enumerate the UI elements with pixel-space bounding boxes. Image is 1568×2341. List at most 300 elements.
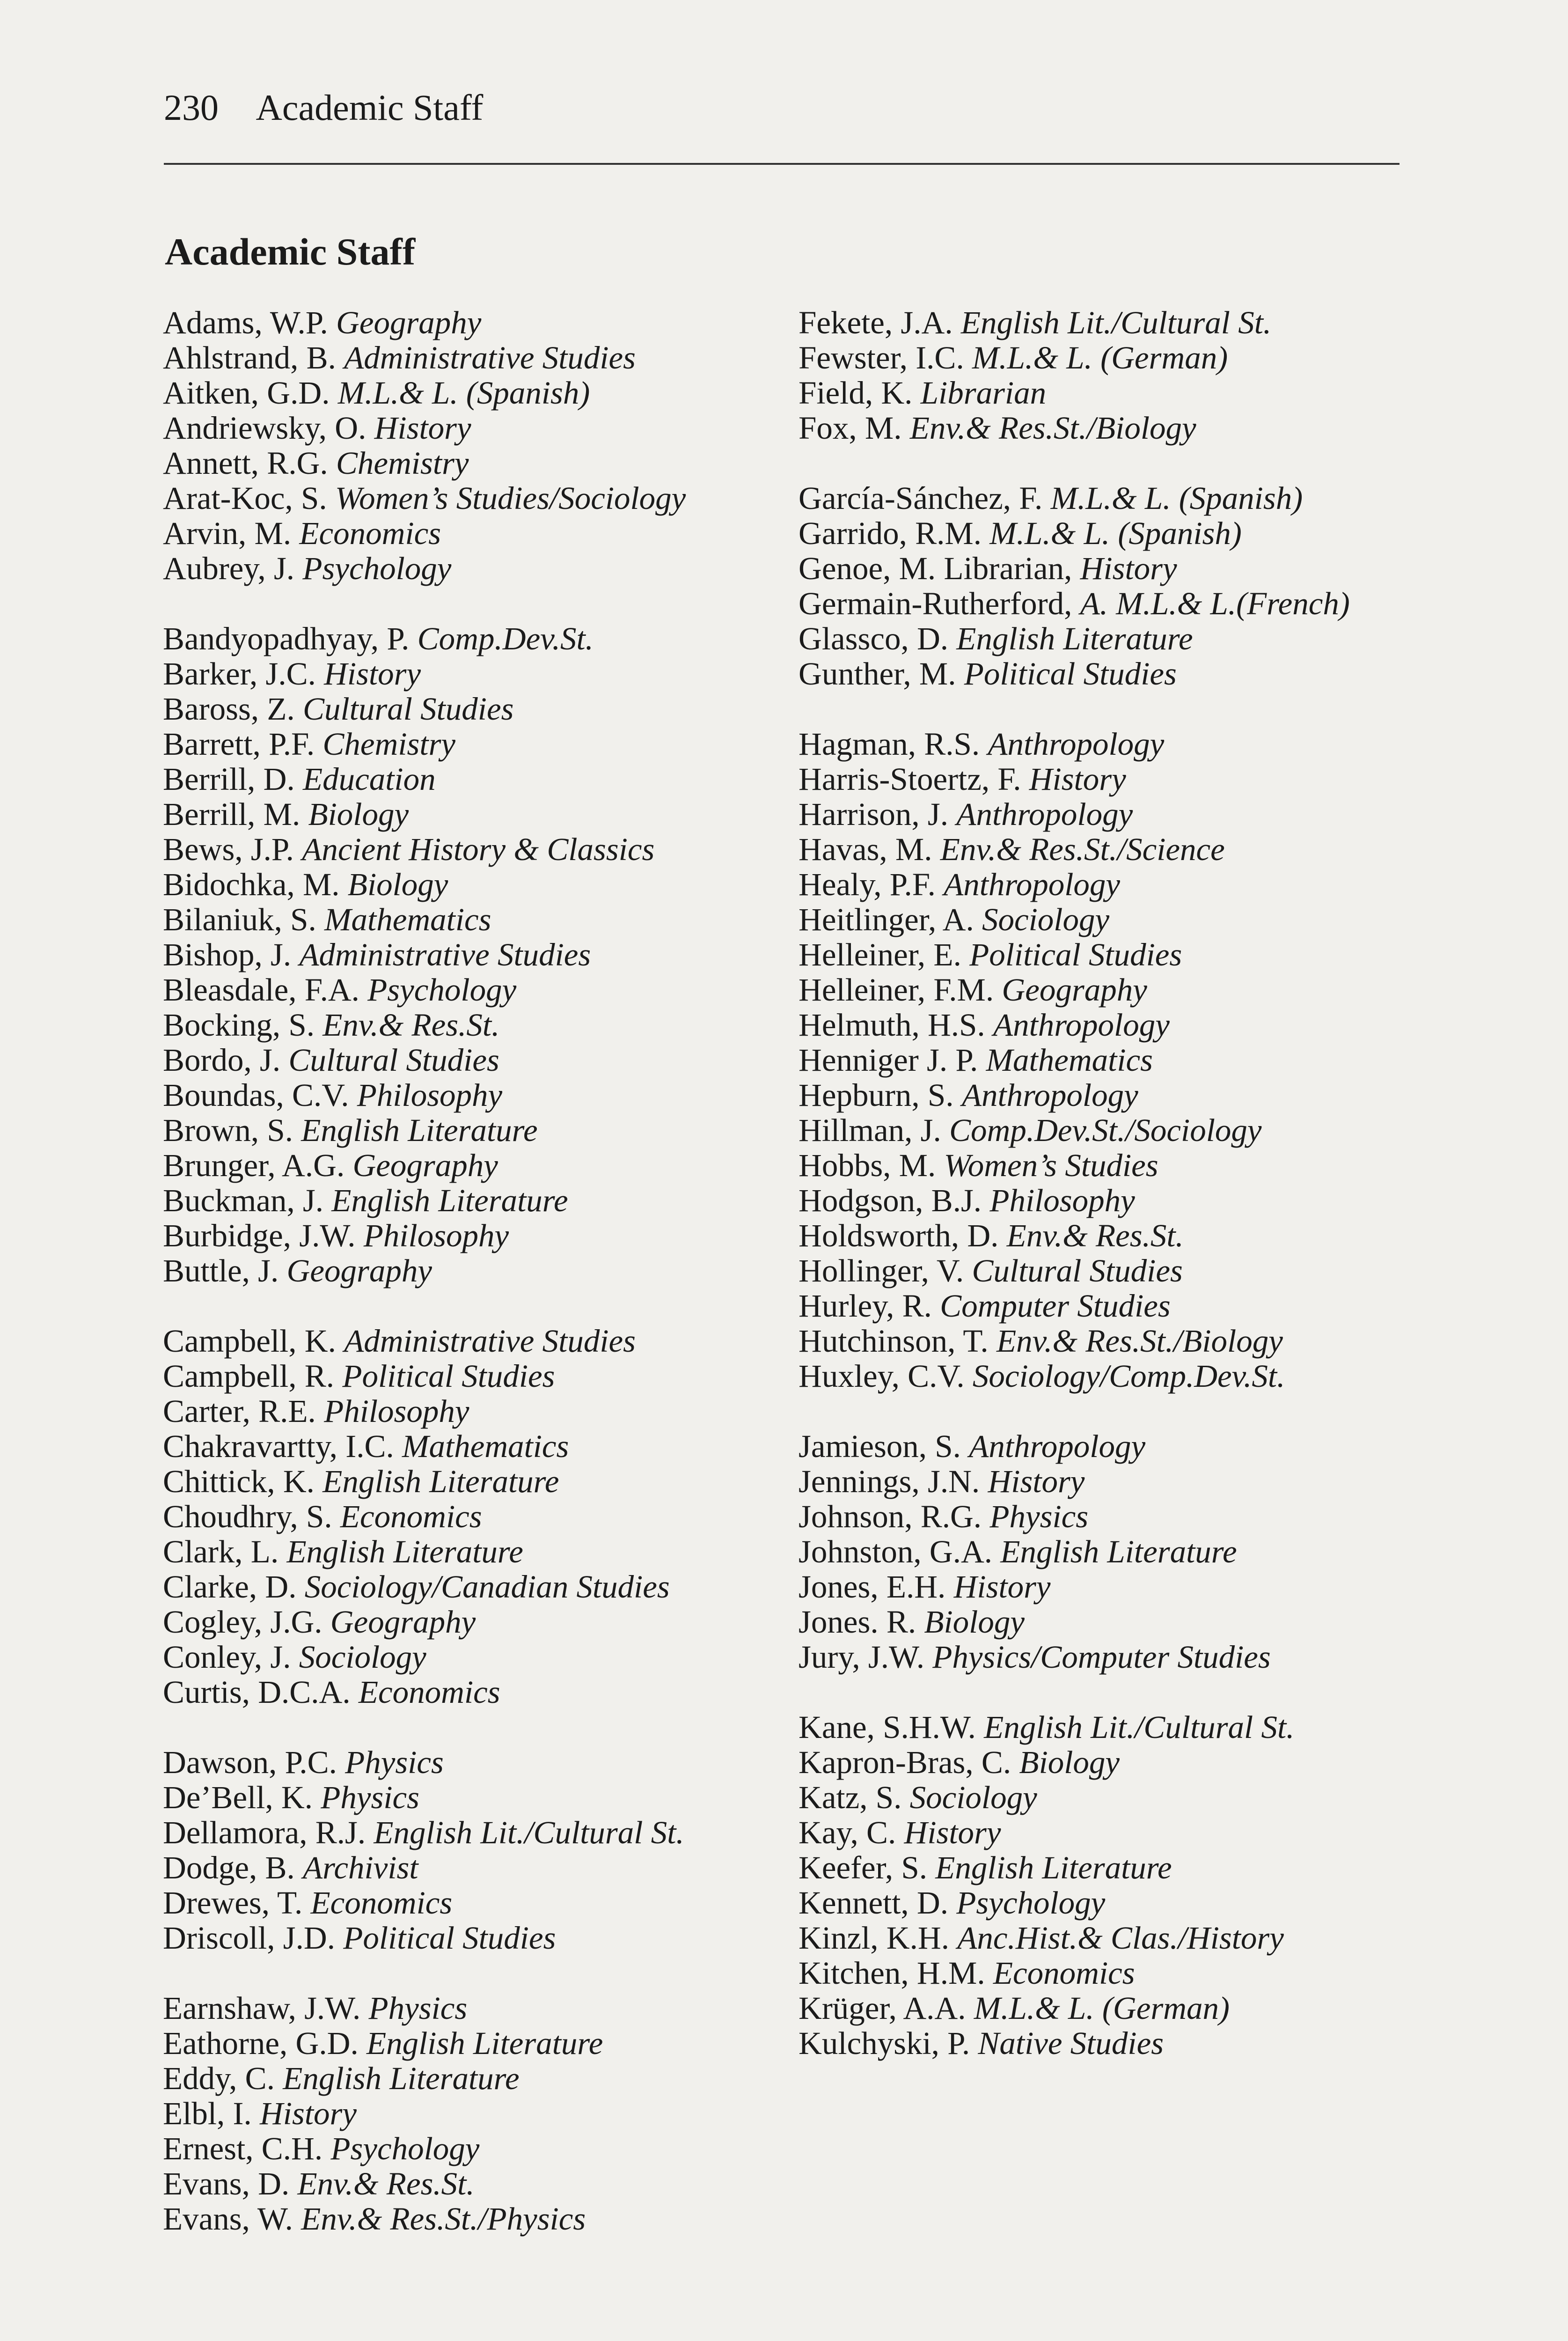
staff-entry bbox=[163, 1253, 785, 1288]
staff-name: Campbell, K. bbox=[163, 1323, 336, 1359]
staff-department: Sociology bbox=[982, 902, 1110, 937]
staff-name: Arvin, M. bbox=[163, 515, 292, 551]
staff-name: Kinzl, K.H. bbox=[799, 1920, 949, 1956]
staff-department: History bbox=[1029, 761, 1126, 797]
staff-department: Political Studies bbox=[964, 656, 1177, 692]
staff-department: Political Studies bbox=[969, 937, 1182, 972]
staff-department: Anthropology bbox=[969, 1428, 1146, 1464]
staff-letter-group bbox=[799, 727, 1421, 1394]
staff-name: Krüger, A.A. bbox=[799, 1990, 966, 2026]
staff-name: Hagman, R.S. bbox=[799, 726, 980, 762]
staff-department: Computer Studies bbox=[940, 1288, 1171, 1324]
staff-entry bbox=[163, 1640, 785, 1675]
staff-department: History bbox=[988, 1464, 1085, 1499]
staff-name: Genoe, M. Librarian, bbox=[799, 551, 1072, 586]
staff-entry bbox=[163, 2166, 785, 2201]
staff-department: M.L.& L. (German) bbox=[972, 340, 1228, 375]
staff-entry bbox=[163, 1359, 785, 1394]
staff-department: Physics bbox=[368, 1990, 468, 2026]
staff-entry bbox=[799, 1078, 1421, 1113]
staff-department: Env.& Res.St./Physics bbox=[301, 2201, 586, 2237]
staff-letter-group bbox=[799, 1429, 1421, 1675]
staff-entry bbox=[799, 1253, 1421, 1288]
staff-name: Germain-Rutherford, bbox=[799, 586, 1072, 621]
staff-department: Comp.Dev.St./Sociology bbox=[949, 1112, 1262, 1148]
staff-name: Helmuth, H.S. bbox=[799, 1007, 985, 1043]
staff-department: Women’s Studies bbox=[944, 1148, 1158, 1183]
staff-department: Anc.Hist.& Clas./History bbox=[957, 1920, 1284, 1956]
staff-department: History bbox=[953, 1569, 1051, 1605]
staff-department: Sociology bbox=[299, 1639, 426, 1675]
staff-entry bbox=[163, 1008, 785, 1043]
staff-entry bbox=[163, 1464, 785, 1499]
staff-department: Administrative Studies bbox=[344, 1323, 636, 1359]
staff-name: Kapron-Bras, C. bbox=[799, 1745, 1011, 1780]
staff-department: English Literature bbox=[301, 1112, 538, 1148]
staff-department: English Literature bbox=[1000, 1534, 1237, 1569]
staff-department: Sociology/Comp.Dev.St. bbox=[972, 1358, 1285, 1394]
staff-entry bbox=[799, 1569, 1421, 1605]
staff-entry bbox=[163, 656, 785, 692]
staff-name: Arat-Koc, S. bbox=[163, 480, 327, 516]
staff-name: Elbl, I. bbox=[163, 2096, 252, 2131]
staff-entry bbox=[799, 305, 1421, 340]
staff-entry bbox=[163, 2061, 785, 2096]
page-title: Academic Staff bbox=[165, 230, 416, 273]
staff-department: Geography bbox=[330, 1604, 476, 1640]
staff-entry bbox=[163, 411, 785, 446]
staff-entry bbox=[163, 832, 785, 867]
staff-department: Economics bbox=[993, 1955, 1135, 1991]
staff-entry bbox=[163, 1043, 785, 1078]
staff-name: Dawson, P.C. bbox=[163, 1745, 337, 1780]
staff-entry bbox=[163, 1218, 785, 1253]
staff-department: Economics bbox=[299, 515, 441, 551]
staff-entry bbox=[163, 867, 785, 902]
staff-department: Economics bbox=[310, 1885, 453, 1921]
staff-department: Physics/Computer Studies bbox=[932, 1639, 1271, 1675]
staff-name: Bordo, J. bbox=[163, 1042, 281, 1078]
staff-name: Buckman, J. bbox=[163, 1183, 324, 1218]
staff-entry bbox=[799, 1183, 1421, 1218]
staff-department: Geography bbox=[286, 1253, 432, 1288]
staff-entry bbox=[163, 692, 785, 727]
staff-entry bbox=[799, 621, 1421, 656]
staff-entry bbox=[799, 1534, 1421, 1569]
staff-entry bbox=[163, 797, 785, 832]
staff-name: Hobbs, M. bbox=[799, 1148, 936, 1183]
staff-entry bbox=[163, 1921, 785, 1956]
staff-letter-group bbox=[799, 481, 1421, 692]
staff-name: Garrido, R.M. bbox=[799, 515, 982, 551]
staff-department: English Lit./Cultural St. bbox=[374, 1815, 684, 1850]
staff-department: Physics bbox=[989, 1499, 1089, 1534]
staff-name: Kay, C. bbox=[799, 1815, 896, 1850]
staff-name: Curtis, D.C.A. bbox=[163, 1674, 351, 1710]
staff-name: Cogley, J.G. bbox=[163, 1604, 322, 1640]
staff-department: English Literature bbox=[331, 1183, 568, 1218]
staff-entry bbox=[163, 2131, 785, 2166]
staff-name: Kitchen, H.M. bbox=[799, 1955, 985, 1991]
staff-department: Anthropology bbox=[988, 726, 1165, 762]
staff-entry bbox=[799, 411, 1421, 446]
staff-entry bbox=[799, 1148, 1421, 1183]
staff-name: Eathorne, G.D. bbox=[163, 2025, 359, 2061]
running-title: Academic Staff bbox=[256, 87, 484, 128]
staff-name: Harrison, J. bbox=[799, 796, 949, 832]
staff-entry bbox=[799, 375, 1421, 411]
staff-name: García-Sánchez, F. bbox=[799, 480, 1043, 516]
staff-name: Bidochka, M. bbox=[163, 867, 340, 902]
staff-name: Jennings, J.N. bbox=[799, 1464, 980, 1499]
staff-entry bbox=[163, 1078, 785, 1113]
staff-name: Ernest, C.H. bbox=[163, 2131, 323, 2166]
staff-department: English Literature bbox=[956, 621, 1193, 656]
staff-entry bbox=[163, 340, 785, 375]
staff-entry bbox=[163, 1148, 785, 1183]
staff-name: Fekete, J.A. bbox=[799, 305, 953, 340]
staff-name: Bandyopadhyay, P. bbox=[163, 621, 410, 656]
staff-name: Aubrey, J. bbox=[163, 551, 295, 586]
staff-entry bbox=[799, 656, 1421, 692]
staff-department: Archivist bbox=[302, 1850, 418, 1885]
staff-name: Barrett, P.F. bbox=[163, 726, 315, 762]
staff-department: Psychology bbox=[302, 551, 452, 586]
staff-name: Chittick, K. bbox=[163, 1464, 315, 1499]
staff-department: Political Studies bbox=[343, 1920, 556, 1956]
staff-name: Brunger, A.G. bbox=[163, 1148, 345, 1183]
staff-name: Clarke, D. bbox=[163, 1569, 297, 1605]
staff-name: Jones, E.H. bbox=[799, 1569, 946, 1605]
staff-entry bbox=[163, 2201, 785, 2237]
staff-name: Hodgson, B.J. bbox=[799, 1183, 982, 1218]
staff-entry bbox=[163, 2026, 785, 2061]
staff-name: Brown, S. bbox=[163, 1112, 293, 1148]
staff-department: English Literature bbox=[366, 2025, 603, 2061]
staff-entry bbox=[799, 1324, 1421, 1359]
staff-department: Physics bbox=[345, 1745, 444, 1780]
staff-entry bbox=[799, 902, 1421, 937]
staff-department: Sociology/Canadian Studies bbox=[304, 1569, 670, 1605]
staff-department: Administrative Studies bbox=[344, 340, 636, 375]
staff-name: Kane, S.H.W. bbox=[799, 1709, 976, 1745]
staff-name: Evans, W. bbox=[163, 2201, 293, 2237]
staff-name: Hepburn, S. bbox=[799, 1077, 954, 1113]
staff-name: Jones. R. bbox=[799, 1604, 916, 1640]
staff-entry bbox=[163, 1745, 785, 1780]
staff-name: Andriewsky, O. bbox=[163, 410, 366, 446]
staff-department: Mathematics bbox=[986, 1042, 1153, 1078]
staff-department: M.L.& L. (Spanish) bbox=[1050, 480, 1303, 516]
staff-entry bbox=[163, 1885, 785, 1921]
staff-entry bbox=[799, 937, 1421, 972]
staff-entry bbox=[163, 305, 785, 340]
staff-department: History bbox=[374, 410, 471, 446]
staff-department: Education bbox=[302, 761, 436, 797]
staff-entry bbox=[799, 2026, 1421, 2061]
staff-entry bbox=[799, 727, 1421, 762]
staff-department: Women’s Studies/Sociology bbox=[335, 480, 686, 516]
staff-entry bbox=[163, 2096, 785, 2131]
staff-name: Hollinger, V. bbox=[799, 1253, 964, 1288]
staff-name: Heitlinger, A. bbox=[799, 902, 974, 937]
staff-entry bbox=[799, 1605, 1421, 1640]
staff-name: Jamieson, S. bbox=[799, 1428, 961, 1464]
staff-entry bbox=[799, 1710, 1421, 1745]
staff-department: Administrative Studies bbox=[299, 937, 591, 972]
page-header bbox=[164, 84, 1399, 131]
staff-department: Native Studies bbox=[978, 2025, 1164, 2061]
staff-name: Conley, J. bbox=[163, 1639, 291, 1675]
staff-name: Chakravartty, I.C. bbox=[163, 1428, 394, 1464]
staff-entry bbox=[799, 1359, 1421, 1394]
staff-department: History bbox=[904, 1815, 1001, 1850]
staff-department: Anthropology bbox=[956, 796, 1133, 832]
staff-name: Burbidge, J.W. bbox=[163, 1218, 356, 1253]
staff-department: Cultural Studies bbox=[288, 1042, 499, 1078]
staff-department: Env.& Res.St. bbox=[297, 2166, 475, 2201]
staff-department: M.L.& L. (German) bbox=[974, 1990, 1230, 2026]
staff-name: Driscoll, J.D. bbox=[163, 1920, 335, 1956]
staff-entry bbox=[799, 551, 1421, 586]
staff-name: Aitken, G.D. bbox=[163, 375, 330, 411]
staff-department: English Lit./Cultural St. bbox=[984, 1709, 1295, 1745]
staff-name: Healy, P.F. bbox=[799, 867, 936, 902]
staff-department: Sociology bbox=[909, 1780, 1037, 1815]
staff-name: Johnston, G.A. bbox=[799, 1534, 993, 1569]
staff-entry bbox=[799, 1008, 1421, 1043]
staff-department: Cultural Studies bbox=[302, 691, 514, 727]
staff-department: Biology bbox=[347, 867, 448, 902]
staff-department: Env.& Res.St./Science bbox=[940, 832, 1225, 867]
staff-entry bbox=[799, 481, 1421, 516]
staff-department: Political Studies bbox=[342, 1358, 555, 1394]
staff-name: Berrill, D. bbox=[163, 761, 295, 797]
header-divider bbox=[164, 163, 1399, 165]
staff-entry bbox=[799, 340, 1421, 375]
staff-letter-group bbox=[163, 621, 785, 1288]
staff-entry bbox=[163, 1991, 785, 2026]
staff-entry bbox=[163, 1534, 785, 1569]
staff-department: Comp.Dev.St. bbox=[417, 621, 593, 656]
staff-column-left bbox=[163, 305, 785, 2272]
staff-letter-group bbox=[163, 305, 785, 586]
staff-name: Boundas, C.V. bbox=[163, 1077, 349, 1113]
staff-department: Mathematics bbox=[324, 902, 491, 937]
staff-department: Philosophy bbox=[357, 1077, 503, 1113]
staff-letter-group bbox=[163, 1745, 785, 1956]
staff-department: History bbox=[324, 656, 421, 692]
staff-entry bbox=[799, 516, 1421, 551]
staff-name: Kennett, D. bbox=[799, 1885, 949, 1921]
staff-entry bbox=[163, 1815, 785, 1850]
staff-entry bbox=[799, 1815, 1421, 1850]
staff-department: Economics bbox=[340, 1499, 482, 1534]
staff-name: Bocking, S. bbox=[163, 1007, 315, 1043]
staff-entry bbox=[163, 516, 785, 551]
staff-entry bbox=[163, 481, 785, 516]
staff-name: Huxley, C.V. bbox=[799, 1358, 965, 1394]
staff-department: History bbox=[1080, 551, 1177, 586]
staff-name: Harris-Stoertz, F. bbox=[799, 761, 1021, 797]
staff-entry bbox=[163, 972, 785, 1008]
staff-name: Glassco, D. bbox=[799, 621, 949, 656]
staff-name: Annett, R.G. bbox=[163, 445, 328, 481]
staff-entry bbox=[163, 1569, 785, 1605]
staff-department: English Literature bbox=[286, 1534, 523, 1569]
staff-entry bbox=[799, 762, 1421, 797]
staff-letter-group bbox=[799, 305, 1421, 446]
staff-name: Bilaniuk, S. bbox=[163, 902, 316, 937]
staff-name: Hurley, R. bbox=[799, 1288, 932, 1324]
staff-department: Cultural Studies bbox=[972, 1253, 1183, 1288]
staff-department: Philosophy bbox=[989, 1183, 1135, 1218]
staff-name: Helleiner, F.M. bbox=[799, 972, 994, 1008]
staff-entry bbox=[163, 762, 785, 797]
staff-entry bbox=[799, 1113, 1421, 1148]
staff-name: Choudhry, S. bbox=[163, 1499, 332, 1534]
staff-entry bbox=[163, 1394, 785, 1429]
staff-name: Havas, M. bbox=[799, 832, 932, 867]
staff-department: Psychology bbox=[956, 1885, 1106, 1921]
staff-entry bbox=[163, 621, 785, 656]
staff-department: Env.& Res.St. bbox=[1006, 1218, 1184, 1253]
staff-name: Adams, W.P. bbox=[163, 305, 328, 340]
staff-name: Evans, D. bbox=[163, 2166, 290, 2201]
staff-department: Anthropology bbox=[961, 1077, 1138, 1113]
staff-name: Drewes, T. bbox=[163, 1885, 303, 1921]
staff-name: De’Bell, K. bbox=[163, 1780, 313, 1815]
staff-entry bbox=[799, 1745, 1421, 1780]
staff-entry bbox=[799, 1640, 1421, 1675]
staff-department: Chemistry bbox=[336, 445, 469, 481]
staff-department: Geography bbox=[336, 305, 482, 340]
staff-column-right bbox=[799, 305, 1421, 2096]
staff-entry bbox=[163, 1183, 785, 1218]
staff-entry bbox=[799, 832, 1421, 867]
staff-department: Mathematics bbox=[402, 1428, 569, 1464]
staff-department: Biology bbox=[1019, 1745, 1120, 1780]
staff-entry bbox=[799, 1429, 1421, 1464]
staff-department: Philosophy bbox=[324, 1393, 469, 1429]
staff-department: A. M.L.& L.(French) bbox=[1080, 586, 1350, 621]
staff-department: English Literature bbox=[935, 1850, 1172, 1885]
staff-name: Johnson, R.G. bbox=[799, 1499, 982, 1534]
staff-name: Katz, S. bbox=[799, 1780, 902, 1815]
staff-department: Geography bbox=[1002, 972, 1147, 1008]
staff-name: Field, K. bbox=[799, 375, 913, 411]
staff-letter-group bbox=[163, 1991, 785, 2237]
staff-name: Earnshaw, J.W. bbox=[163, 1990, 361, 2026]
staff-name: Hillman, J. bbox=[799, 1112, 941, 1148]
staff-letter-group bbox=[799, 1710, 1421, 2061]
staff-name: Kulchyski, P. bbox=[799, 2025, 970, 2061]
staff-department: Env.& Res.St. bbox=[322, 1007, 500, 1043]
staff-name: Bleasdale, F.A. bbox=[163, 972, 359, 1008]
staff-name: Eddy, C. bbox=[163, 2061, 275, 2096]
staff-entry bbox=[799, 1780, 1421, 1815]
staff-name: Fox, M. bbox=[799, 410, 902, 446]
staff-name: Dellamora, R.J. bbox=[163, 1815, 366, 1850]
staff-entry bbox=[163, 551, 785, 586]
staff-entry bbox=[163, 1675, 785, 1710]
staff-entry bbox=[799, 1218, 1421, 1253]
staff-name: Dodge, B. bbox=[163, 1850, 295, 1885]
staff-department: Anthropology bbox=[993, 1007, 1170, 1043]
staff-department: Anthropology bbox=[944, 867, 1121, 902]
staff-name: Carter, R.E. bbox=[163, 1393, 316, 1429]
staff-entry bbox=[163, 1780, 785, 1815]
staff-entry bbox=[799, 867, 1421, 902]
staff-department: Env.& Res.St./Biology bbox=[996, 1323, 1283, 1359]
staff-department: History bbox=[259, 2096, 357, 2131]
staff-department: Biology bbox=[308, 796, 409, 832]
staff-name: Fewster, I.C. bbox=[799, 340, 964, 375]
page-number: 230 bbox=[164, 87, 219, 128]
staff-entry bbox=[799, 1991, 1421, 2026]
staff-entry bbox=[163, 1499, 785, 1534]
staff-name: Gunther, M. bbox=[799, 656, 956, 692]
staff-department: Geography bbox=[352, 1148, 498, 1183]
staff-entry bbox=[163, 1605, 785, 1640]
staff-name: Bishop, J. bbox=[163, 937, 292, 972]
staff-name: Hutchinson, T. bbox=[799, 1323, 989, 1359]
staff-entry bbox=[799, 1921, 1421, 1956]
staff-entry bbox=[799, 1288, 1421, 1324]
staff-department: Env.& Res.St./Biology bbox=[909, 410, 1196, 446]
staff-entry bbox=[799, 1850, 1421, 1885]
staff-entry bbox=[163, 1429, 785, 1464]
staff-entry bbox=[799, 1464, 1421, 1499]
staff-department: English Literature bbox=[283, 2061, 520, 2096]
staff-name: Campbell, R. bbox=[163, 1358, 335, 1394]
staff-entry bbox=[163, 1324, 785, 1359]
staff-department: English Literature bbox=[322, 1464, 559, 1499]
staff-name: Buttle, J. bbox=[163, 1253, 279, 1288]
staff-entry bbox=[799, 1885, 1421, 1921]
staff-department: Psychology bbox=[330, 2131, 480, 2166]
staff-name: Henniger J. P. bbox=[799, 1042, 978, 1078]
staff-name: Helleiner, E. bbox=[799, 937, 961, 972]
staff-name: Keefer, S. bbox=[799, 1850, 928, 1885]
staff-entry bbox=[163, 727, 785, 762]
staff-department: Librarian bbox=[920, 375, 1047, 411]
staff-department: Philosophy bbox=[363, 1218, 509, 1253]
staff-department: Psychology bbox=[367, 972, 517, 1008]
staff-entry bbox=[163, 902, 785, 937]
staff-entry bbox=[799, 797, 1421, 832]
staff-entry bbox=[799, 586, 1421, 621]
staff-name: Ahlstrand, B. bbox=[163, 340, 336, 375]
staff-department: M.L.& L. (Spanish) bbox=[989, 515, 1242, 551]
staff-name: Barker, J.C. bbox=[163, 656, 316, 692]
staff-department: Physics bbox=[321, 1780, 420, 1815]
staff-department: M.L.& L. (Spanish) bbox=[337, 375, 590, 411]
staff-department: Ancient History & Classics bbox=[302, 832, 655, 867]
staff-entry bbox=[799, 1956, 1421, 1991]
staff-name: Baross, Z. bbox=[163, 691, 295, 727]
staff-name: Berrill, M. bbox=[163, 796, 300, 832]
staff-department: Economics bbox=[358, 1674, 500, 1710]
staff-entry bbox=[163, 375, 785, 411]
staff-department: English Lit./Cultural St. bbox=[960, 305, 1272, 340]
staff-department: Chemistry bbox=[322, 726, 456, 762]
staff-name: Bews, J.P. bbox=[163, 832, 294, 867]
staff-entry bbox=[799, 1499, 1421, 1534]
staff-name: Clark, L. bbox=[163, 1534, 279, 1569]
staff-entry bbox=[163, 1113, 785, 1148]
staff-name: Holdsworth, D. bbox=[799, 1218, 999, 1253]
